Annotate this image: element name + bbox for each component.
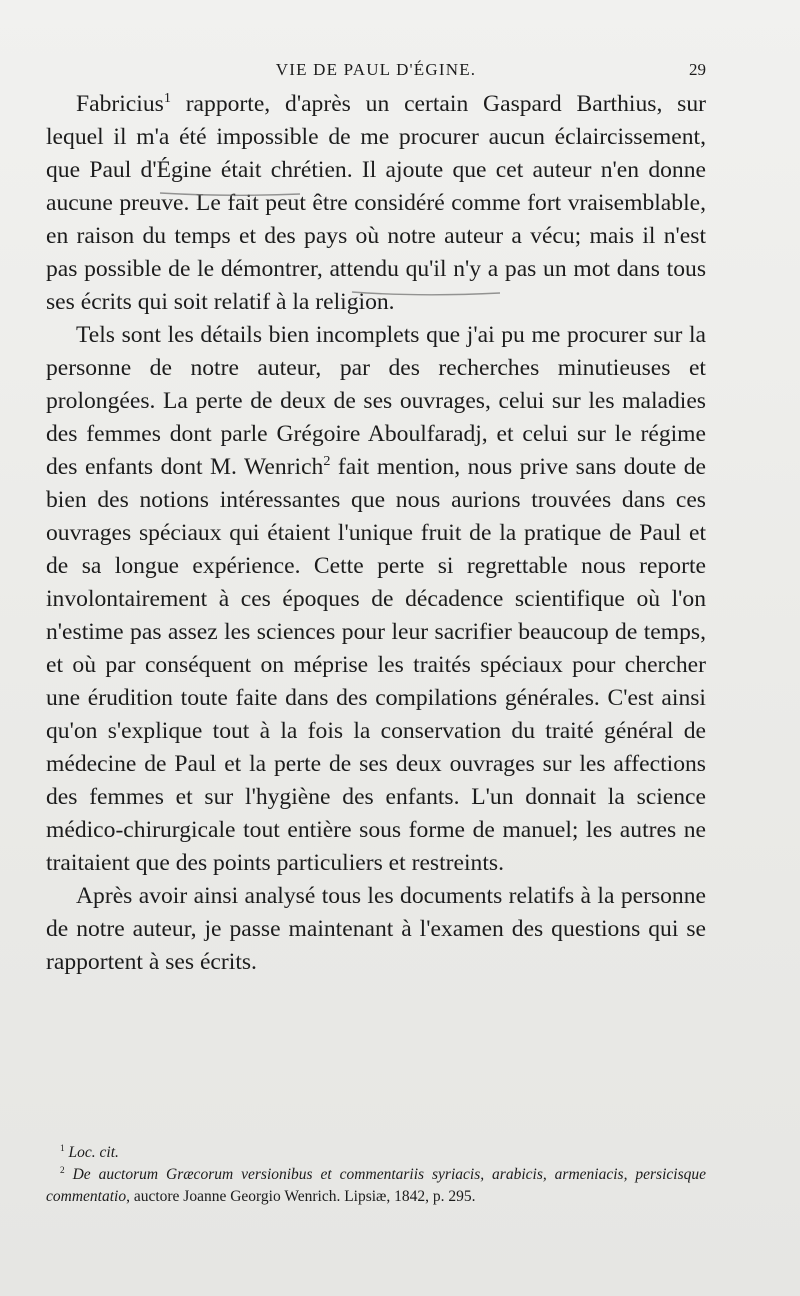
footnote-1	[46, 1142, 706, 1164]
footnote-2-text: , auctore Joanne Georgio Wenrich. Lipsiæ, 1842, p. 295.	[126, 1188, 476, 1205]
paragraph-2-text-a: Tels sont les détails bien incomplets que j'ai pu me procurer sur la personne de notre auteur, par des recherches minutieuses et prolongées. La perte de deux de ses ouvrages, celui sur les maladies des femmes dont parle Grégoire Aboulfaradj, et celui sur le régime des enfants dont M. Wenrich	[46, 322, 706, 480]
footnote-1-number: 1	[60, 1143, 65, 1154]
footnotes	[46, 1142, 706, 1208]
paragraph-1	[46, 88, 706, 319]
paragraph-3	[46, 880, 706, 979]
paragraph-2-text-b: fait mention, nous prive sans doute de bien des notions intéressantes que nous aurions trouvées dans ces ouvrages spéciaux qui étaient l'unique fruit de la pratique de Paul et de sa longue expérience. Cette perte si regrettable nous reporte involontairement à ces époques de décadence scientifique où l'on n'estime pas assez les sciences pour leur sacrifier beaucoup de temps, et où par conséquent on méprise les traités spéciaux pour chercher une érudition toute faite dans des compilations générales. C'est ainsi qu'on s'explique tout à la fois la conservation du traité général de médecine de Paul et la perte de ses deux ouvrages sur les affections des femmes et sur l'hygiène des enfants. L'un donnait la science médico-chirurgicale tout entière sous forme de manuel; les autres ne traitaient que des points particuliers et restreints.	[46, 454, 706, 876]
paragraph-1-text: rapporte, d'après un certain Gaspard Barthius, sur lequel il m'a été impossible de me procurer aucun éclaircissement, que Paul d'Égine était chrétien. Il ajoute que cet auteur n'en donne aucune preuve. Le fait peut être considéré comme fort vraisemblable, en raison du temps et des pays où notre auteur a vécu; mais il n'est pas possible de le démontrer, attendu qu'il n'y a pas un mot dans tous ses écrits qui soit relatif à la religion.	[46, 91, 706, 315]
paragraph-1-lead: Fabricius	[76, 91, 164, 117]
footnote-2-number: 2	[60, 1165, 65, 1176]
page-number: 29	[689, 60, 706, 79]
footnote-2	[46, 1164, 706, 1208]
footnote-2-title: De auctorum Græcorum versionibus et commentariis syriacis, arabicis, armeniacis, persicisque commentatio	[46, 1166, 706, 1205]
footnote-1-citation: Loc. cit.	[68, 1144, 119, 1161]
footnote-ref-1: 1	[163, 90, 171, 107]
footnote-ref-2: 2	[323, 453, 331, 470]
paragraph-2	[46, 319, 706, 880]
running-head: VIE DE PAUL D'ÉGINE.	[275, 60, 477, 79]
body-text	[46, 88, 706, 979]
paragraph-3-text: Après avoir ainsi analysé tous les documents relatifs à la personne de notre auteur, je passe maintenant à l'examen des questions qui se rapportent à ses écrits.	[46, 883, 706, 975]
page-header	[46, 58, 706, 84]
